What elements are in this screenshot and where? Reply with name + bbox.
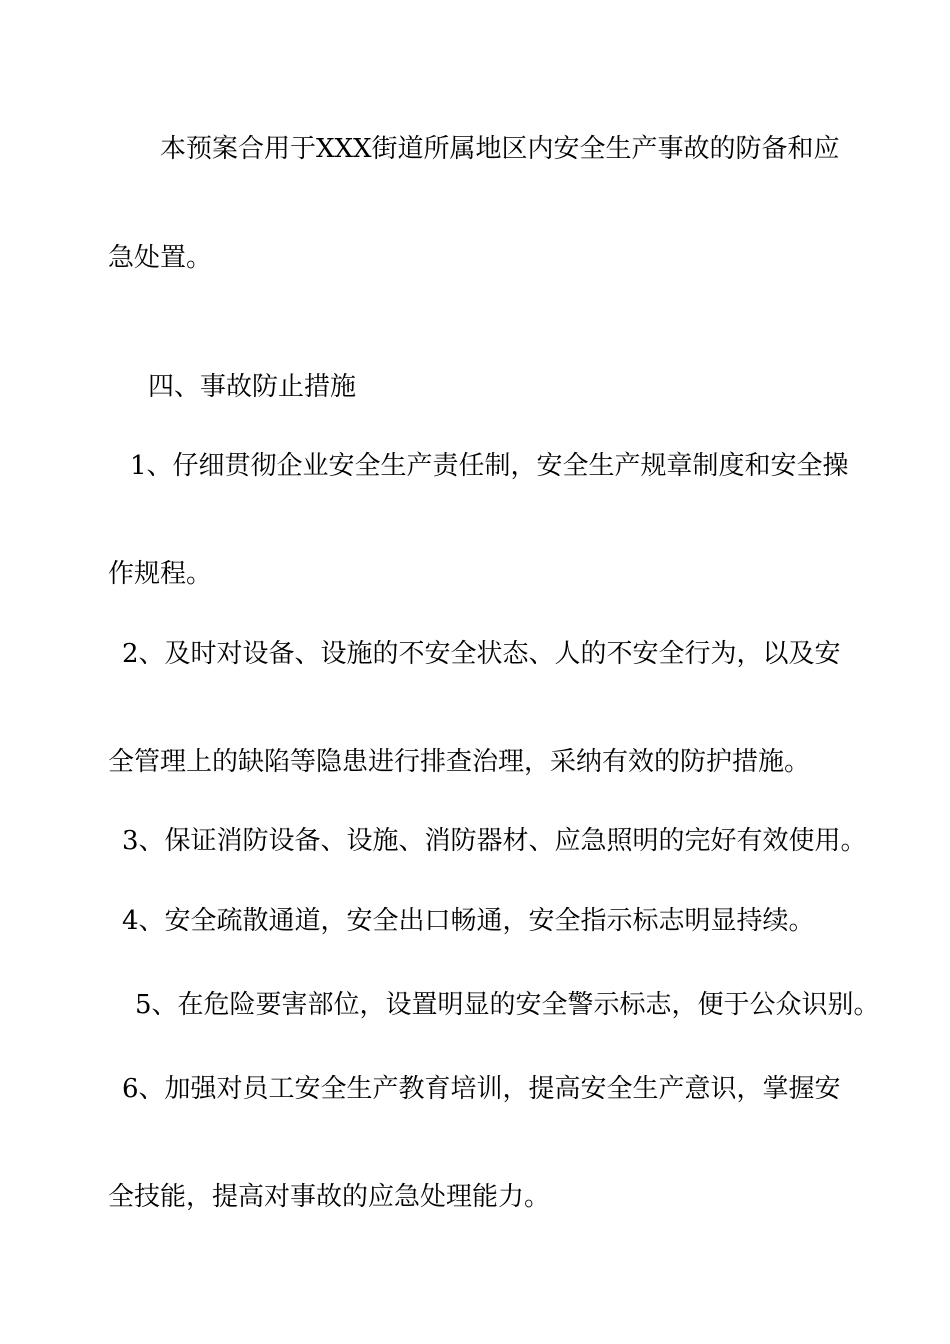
scope-text-line-2: 急处置。 (108, 243, 213, 273)
item-4-line-1: 4、安全疏散通道，安全出口畅通，安全指示标志明显持续。 (122, 906, 815, 936)
item-2-line-2: 全管理上的缺陷等隐患进行排查治理，采纳有效的防护措施。 (108, 747, 811, 777)
item-5-line-1: 5、在危险要害部位，设置明显的安全警示标志，便于公众识别。 (135, 990, 880, 1020)
item-6-line-1: 6、加强对员工安全生产教育培训，提高安全生产意识，掌握安 (122, 1074, 841, 1104)
item-6-line-2: 全技能，提高对事故的应急处理能力。 (108, 1182, 551, 1212)
item-1-line-1: 1、仔细贯彻企业安全生产责任制，安全生产规章制度和安全操 (130, 451, 849, 481)
section-heading: 四、事故防止措施 (148, 372, 357, 402)
item-1-line-2: 作规程。 (108, 559, 213, 589)
item-3-line-1: 3、保证消防设备、设施、消防器材、应急照明的完好有效使用。 (122, 826, 867, 856)
item-2-line-1: 2、及时对设备、设施的不安全状态、人的不安全行为，以及安 (122, 639, 841, 669)
scope-text-line-1: 本预案合用于XXX街道所属地区内安全生产事故的防备和应 (160, 134, 840, 164)
